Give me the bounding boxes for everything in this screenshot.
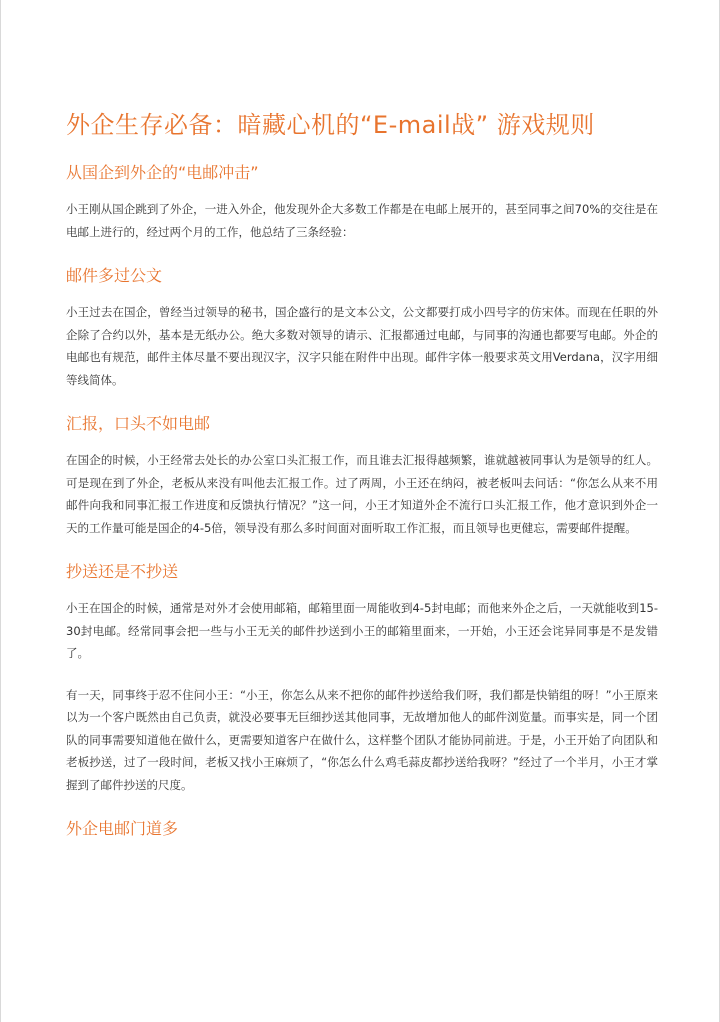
section-heading: 邮件多过公文 — [66, 266, 163, 285]
paragraph: 小王过去在国企，曾经当过领导的秘书，国企盛行的是文本公文，公文都要打成小四号字的仿宋体。而现在任职的外企除了合约以外，基本是无纸办公。绝大多数对领导的请示、汇报都通过电邮，与同事的沟通也都要写电邮。外企的电邮也有规范，邮件主体尽量不要出现汉字，汉字只能在附件中出现。邮件字体一般要求英文用Verdana，汉字用细等线简体。 — [66, 305, 658, 387]
paragraph: 小王在国企的时候，通常是对外才会使用邮箱，邮箱里面一周能收到4-5封电邮；而他来外企之后，一天就能收到15-30封电邮。经常同事会把一些与小王无关的邮件抄送到小王的邮箱里面来，一开始，小王还会诧异同事是不是发错了。 — [66, 601, 658, 660]
paragraph: 小王刚从国企跳到了外企，一进入外企，他发现外企大多数工作都是在电邮上展开的，甚至同事之间70%的交往是在电邮上进行的，经过两个月的工作，他总结了三条经验： — [66, 202, 658, 239]
section-heading: 从国企到外企的“电邮冲击” — [66, 163, 259, 182]
section-email-shock — [66, 162, 658, 243]
section-heading: 汇报，口头不如电邮 — [66, 414, 211, 433]
section-email-know-how — [66, 818, 658, 840]
section-report-by-email — [66, 413, 658, 539]
section-cc-or-not — [66, 561, 658, 796]
section-heading: 抄送还是不抄送 — [66, 562, 179, 581]
section-email-over-docs — [66, 265, 658, 391]
section-heading: 外企电邮门道多 — [66, 819, 179, 838]
page-edge-left — [0, 0, 1, 1022]
paragraph: 有一天，同事终于忍不住问小王：“小王，你怎么从来不把你的邮件抄送给我们呀，我们都是快销组的呀！”小王原来以为一个客户既然由自己负责，就没必要事无巨细抄送其他同事，无故增加他人的邮件浏览量。而事实是，同一个团队的同事需要知道他在做什么，更需要知道客户在做什么，这样整个团队才能协同前进。于是，小王开始了向团队和老板抄送，过了一段时间，老板又找小王麻烦了，“你怎么什么鸡毛蒜皮都抄送给我呀？”经过了一个半月，小王才掌握到了邮件抄送的尺度。 — [66, 687, 658, 792]
document-body — [66, 108, 658, 854]
paragraph: 在国企的时候，小王经常去处长的办公室口头汇报工作，而且谁去汇报得越频繁，谁就越被同事认为是领导的红人。可是现在到了外企，老板从来没有叫他去汇报工作。过了两周，小王还在纳闷，被老板叫去问话：“你怎么从来不用邮件向我和同事汇报工作进度和反馈执行情况？”这一问，小王才知道外企不流行口头汇报工作，他才意识到外企一天的工作量可能是国企的4-5倍，领导没有那么多时间面对面听取工作汇报，而且领导也更健忘，需要邮件提醒。 — [66, 453, 658, 535]
document-title: 外企生存必备：暗藏心机的“E-mail战” 游戏规则 — [66, 111, 595, 139]
